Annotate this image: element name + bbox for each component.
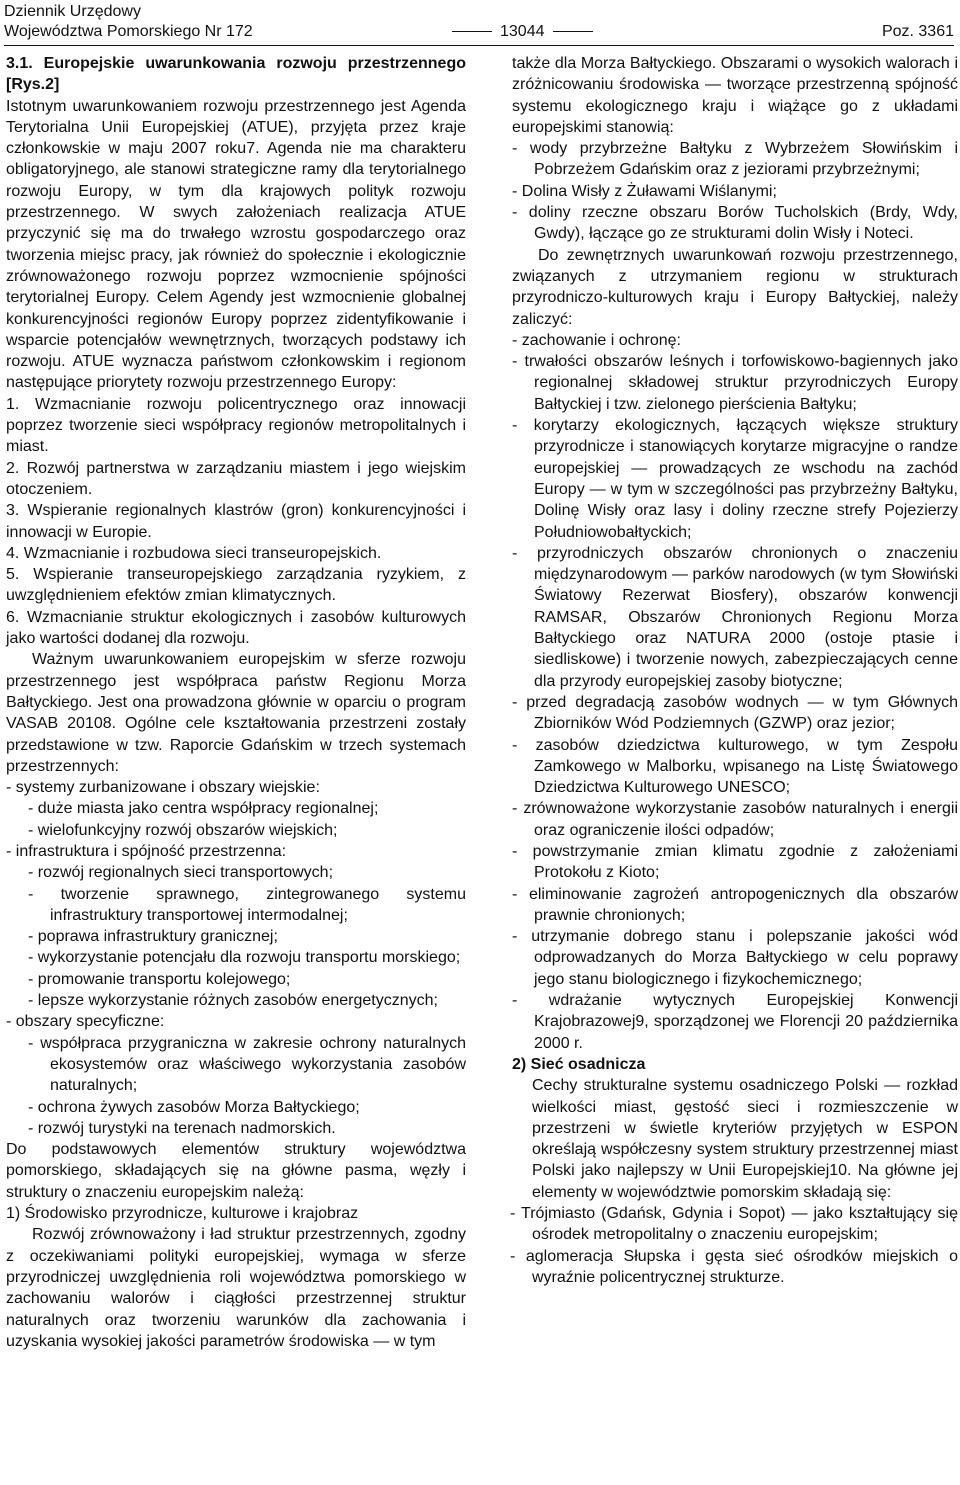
left-column-paragraph: - obszary specyficzne:	[6, 1013, 165, 1031]
right-column-paragraph: - korytarzy ekologicznych, łączących większe struktury przyrodnicze i stanowiących korytarze migracyjne o randze europejskiej — prowadzących ze wschodu na zachód Europy — w tym w szczególności pas przybrzeżny Bałtyku, Dolinę Wisły oraz lasy i doliny rzeczne strefy Pojezierzy Południowobałtyckich;	[512, 417, 958, 541]
right-column-paragraph: - eliminowanie zagrożeń antropogenicznych dla obszarów prawnie chronionych;	[512, 885, 958, 924]
right-column-paragraph: - wody przybrzeżne Bałtyku z Wybrzeżem Słowińskim i Pobrzeżem Gdańskim oraz z jeziorami przybrzeżnymi;	[512, 140, 958, 179]
left-column-paragraph: Ważnym uwarunkowaniem europejskim w sferze rozwoju przestrzennego jest współpraca państw Regionu Morza Bałtyckiego. Jest ona prowadzona głównie w oparciu o program VASAB 20108. Ogólne cele kształtowania przestrzeni zostały przedstawione w tzw. Raporcie Gdańskim w trzech systemach przestrzennych:	[6, 651, 466, 775]
right-column-paragraph: także dla Morza Bałtyckiego. Obszarami o wysokich walorach i zróżnicowaniu środowiska — tworzące przestrzenną spójność systemu ekologicznego kraju i wiążące go z układami europejskimi stanowią:	[512, 55, 958, 136]
left-column-paragraph: 3. Wspieranie regionalnych klastrów (gron) konkurencyjności i innowacji w Europie.	[6, 502, 466, 541]
right-column-paragraph: - Trójmiasto (Gdańsk, Gdynia i Sopot) — jako kształtujący się ośrodek metropolitalny o znaczeniu europejskim;	[510, 1205, 958, 1244]
left-column-paragraph: 5. Wspieranie transeuropejskiego zarządzania ryzykiem, z uwzględnieniem efektów zmian klimatycznych.	[6, 566, 466, 605]
left-column-paragraph: - współpraca przygraniczna w zakresie ochrony naturalnych ekosystemów oraz właściwego wykorzystania zasobów naturalnych;	[28, 1034, 466, 1095]
left-column-paragraph: - rozwój regionalnych sieci transportowych;	[28, 864, 334, 882]
left-column-paragraph: 4. Wzmacnianie i rozbudowa sieci transeuropejskich.	[6, 544, 382, 562]
left-column-paragraph: 3.1. Europejskie uwarunkowania rozwoju przestrzennego [Rys.2]	[6, 55, 466, 94]
left-column-paragraph: - poprawa infrastruktury granicznej;	[28, 928, 278, 946]
right-column-paragraph: - zachowanie i ochronę:	[512, 331, 681, 349]
left-column-paragraph: - infrastruktura i spójność przestrzenna:	[6, 842, 287, 860]
left-column-paragraph: - wykorzystanie potencjału dla rozwoju transportu morskiego;	[28, 949, 461, 967]
right-column-paragraph: - Dolina Wisły z Żuławami Wiślanymi;	[512, 182, 777, 200]
right-column-paragraph: - przed degradacją zasobów wodnych — w tym Głównych Zbiorników Wód Podziemnych (GZWP) oraz jezior;	[512, 693, 958, 733]
left-column-paragraph: - systemy zurbanizowane i obszary wiejskie:	[6, 779, 320, 797]
right-column-paragraph: - zasobów dziedzictwa kulturowego, w tym Zespołu Zamkowego w Malborku, wpisanego na Listę Światowego Dziedzictwa Kulturowego UNESCO;	[512, 736, 958, 797]
left-column-paragraph: - lepsze wykorzystanie różnych zasobów energetycznych;	[28, 992, 438, 1010]
right-column-paragraph: - przyrodniczych obszarów chronionych o znaczeniu międzynarodowym — parków narodowych (w tym Słowiński Światowy Rezerwat Biosfery), obszarów konwencji RAMSAR, Obszarów Chronionych Regionu Morza Bałtyckiego oraz NATURA 2000 (ostoje ptasie i siedliskowe) i tworzenie nowych, zabezpieczających cenne dla przyrody europejskiej zasoby biotyczne;	[512, 544, 958, 690]
left-column-paragraph: Rozwój zrównoważony i ład struktur przestrzennych, zgodny z oczekiwaniami polityki europejskiej, wymaga w sferze przyrodniczej uwzględnienia roli województwa pomorskiego w zachowaniu walorów i ciągłości przestrzennej struktur naturalnych oraz tworzeniu warunków dla zachowania i uzyskania wysokiej jakości parametrów środowiska — w tym	[6, 1226, 466, 1350]
right-column-paragraph: - trwałości obszarów leśnych i torfowiskowo-bagiennych jako regionalnej składowej struktur przyrodniczych Europy Bałtyckiej i tzw. zielonego pierścienia Bałtyku;	[512, 353, 958, 413]
left-column-paragraph: - ochrona żywych zasobów Morza Bałtyckiego;	[28, 1098, 360, 1116]
journal-title	[4, 2, 253, 42]
left-column-paragraph: 2. Rozwój partnerstwa w zarządzaniu miastem i jego wiejskim otoczeniem.	[6, 459, 466, 498]
left-column-paragraph: - duże miasta jako centra współpracy regionalnej;	[28, 800, 379, 818]
left-column-paragraph: - rozwój turystyki na terenach nadmorskich.	[28, 1119, 336, 1137]
left-column-paragraph: - tworzenie sprawnego, zintegrowanego systemu infrastruktury transportowej intermodalnej;	[28, 885, 466, 924]
header-rule	[4, 45, 954, 46]
right-column-paragraph: - doliny rzeczne obszaru Borów Tucholskich (Brdy, Wdy, Gwdy), łączące go ze strukturami dolin Wisły i Noteci.	[512, 204, 958, 243]
right-column	[512, 53, 958, 1288]
right-column-paragraph: 2) Sieć osadnicza	[512, 1055, 646, 1073]
left-column-paragraph: - promowanie transportu kolejowego;	[28, 970, 291, 988]
left-column-paragraph: - wielofunkcyjny rozwój obszarów wiejskich;	[28, 821, 338, 839]
right-column-paragraph: Cechy strukturalne systemu osadniczego Polski — rozkład wielkości miast, gęstość sieci i rozmieszczenie w przestrzeni w świetle kryteriów przyjętych w ESPON określają współczesny system struktury przestrzennej miast Polski jako najlepszy w Unii Europejskiej10. Na główne jej elementy w województwie pomorskim składają się:	[532, 1077, 958, 1201]
left-column-paragraph: Istotnym uwarunkowaniem rozwoju przestrzennego jest Agenda Terytorialna Unii Europejskiej (ATUE), przyjęta przez kraje członkowskie w maju 2007 roku7. Agenda nie ma charakteru obligatoryjnego, ale stanowi strategiczne ramy dla terytorialnego rozwoju Europy, w tym dla krajowych polityk rozwoju przestrzennego. W swych założeniach realizacja ATUE przyczynić się ma do trwałego wzrostu gospodarczego oraz tworzenia miejsc pracy, jak również do społecznie i ekologicznie zrównoważonego rozwoju poprzez wzmocnienie spójności terytorialnej Europy. Celem Agendy jest wzmocnienie globalnej konkurencyjności regionów Europy poprzez zidentyfikowanie i wsparcie potencjałów wewnętrznych, tworzących podstawy ich rozwoju. ATUE wyznacza państwom członkowskim i regionom następujące priorytety rozwoju przestrzennego Europy:	[6, 97, 466, 392]
left-column	[6, 53, 466, 1352]
right-column-paragraph: - zrównoważone wykorzystanie zasobów naturalnych i energii oraz ograniczenie ilości odpadów;	[512, 800, 958, 839]
journal-title-line1: Dziennik Urzędowy	[4, 3, 141, 20]
left-column-paragraph: 1) Środowisko przyrodnicze, kulturowe i krajobraz	[6, 1205, 359, 1223]
left-column-paragraph: Do podstawowych elementów struktury województwa pomorskiego, składających się na główne pasma, węzły i struktury o znaczeniu europejskim należą:	[6, 1141, 466, 1201]
right-column-paragraph: - powstrzymanie zmian klimatu zgodnie z założeniami Protokołu z Kioto;	[512, 842, 958, 882]
right-column-paragraph: - wdrażanie wytycznych Europejskiej Konwencji Krajobrazowej9, sporządzonej we Florencji 20 października 2000 r.	[512, 992, 958, 1052]
position-number: Poz. 3361	[881, 23, 954, 40]
right-column-paragraph: - utrzymanie dobrego stanu i polepszanie jakości wód odprowadzanych do Morza Bałtyckiego w celu poprawy jego stanu biologicznego i fizykochemicznego;	[512, 928, 958, 988]
journal-title-line2: Województwa Pomorskiego Nr 172	[4, 23, 253, 40]
page-header	[4, 0, 954, 44]
left-column-paragraph: 6. Wzmacnianie struktur ekologicznych i zasobów kulturowych jako wartości dodanej dla rozwoju.	[6, 608, 466, 648]
right-column-paragraph: - aglomeracja Słupska i gęsta sieć ośrodków miejskich o wyraźnie policentrycznej strukturze.	[510, 1247, 958, 1286]
page-number: 13044	[444, 22, 601, 42]
left-column-paragraph: 1. Wzmacnianie rozwoju policentrycznego oraz innowacji poprzez tworzenie sieci współpracy regionów metropolitalnych i miast.	[6, 395, 466, 456]
right-column-paragraph: Do zewnętrznych uwarunkowań rozwoju przestrzennego, związanych z utrzymaniem regionu w strukturach przyrodniczo-kulturowych kraju i Europy Bałtyckiej, należy zaliczyć:	[512, 246, 958, 328]
